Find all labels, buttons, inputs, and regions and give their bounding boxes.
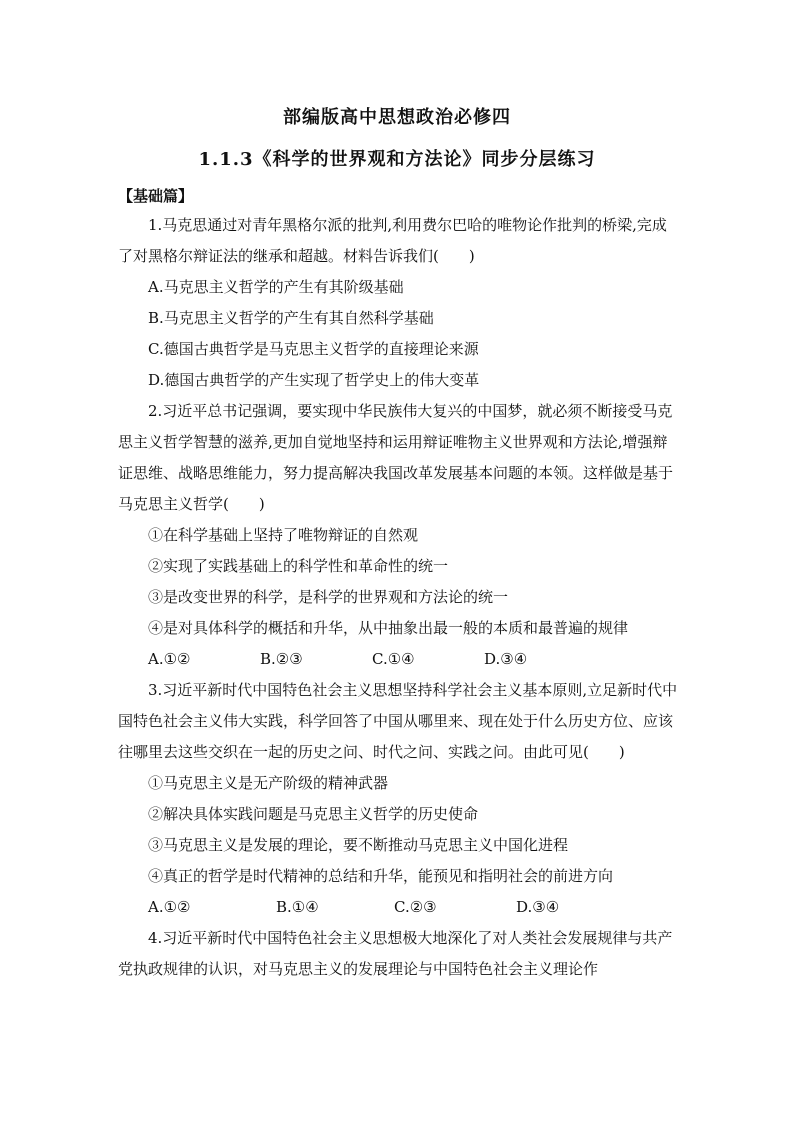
- question-1-option-d: D.德国古典哲学的产生实现了哲学史上的伟大变革: [148, 371, 480, 389]
- question-2-choice-b: B.②③: [260, 650, 303, 668]
- question-2-statement-2: ②实现了实践基础上的科学性和革命性的统一: [148, 557, 449, 575]
- question-1-option-b: B.马克思主义哲学的产生有其自然科学基础: [148, 309, 434, 327]
- question-2-choices: [118, 644, 678, 675]
- question-2-choice-d: D.③④: [484, 650, 528, 668]
- question-2-choice-c: C.①④: [372, 650, 415, 668]
- section-label: 【基础篇】: [118, 187, 194, 205]
- question-3-choice-a: A.①②: [148, 898, 191, 916]
- document-title: 部编版高中思想政治必修四: [283, 107, 511, 128]
- question-3-statement-1: ①马克思主义是无产阶级的精神武器: [148, 774, 389, 792]
- question-1-stem: 1.马克思通过对青年黑格尔派的批判,利用费尔巴哈的唯物论作批判的桥梁,完成了对黑格尔辩证法的继承和超越。材料告诉我们( ): [118, 216, 667, 265]
- question-2-statement-4: ④是对具体科学的概括和升华，从中抽象出最一般的本质和最普遍的规律: [148, 619, 629, 637]
- question-3-statement-2: ②解决具体实践问题是马克思主义哲学的历史使命: [148, 805, 479, 823]
- question-2-statement-1: ①在科学基础上坚持了唯物辩证的自然观: [148, 526, 419, 544]
- document-subtitle: 1.1.3《科学的世界观和方法论》同步分层练习: [198, 149, 596, 170]
- question-3-stem: 3.习近平新时代中国特色社会主义思想坚持科学社会主义基本原则,立足新时代中国特色社会主义伟大实践，科学回答了中国从哪里来、现在处于什么历史方位、应该往哪里去这些交织在一起的历史之问、时代之问、实践之问。由此可见( ): [118, 681, 678, 761]
- question-2-statement-3: ③是改变世界的科学，是科学的世界观和方法论的统一: [148, 588, 509, 606]
- question-2-choice-a: A.①②: [148, 650, 191, 668]
- question-list: [118, 210, 678, 985]
- question-4-stem: 4.习近平新时代中国特色社会主义思想极大地深化了对人类社会发展规律与共产党执政规律的认识，对马克思主义的发展理论与中国特色社会主义理论作: [118, 929, 673, 978]
- question-3-statement-3: ③马克思主义是发展的理论，要不断推动马克思主义中国化进程: [148, 836, 569, 854]
- question-1-option-a: A.马克思主义哲学的产生有其阶级基础: [148, 278, 404, 296]
- question-3-statement-4: ④真正的哲学是时代精神的总结和升华，能预见和指明社会的前进方向: [148, 867, 614, 885]
- question-3-choice-c: C.②③: [394, 898, 437, 916]
- question-3-choice-d: D.③④: [516, 898, 560, 916]
- question-3-choice-b: B.①④: [276, 898, 319, 916]
- question-3-choices: [118, 892, 678, 923]
- question-2-stem: 2.习近平总书记强调，要实现中华民族伟大复兴的中国梦，就必须不断接受马克思主义哲学智慧的滋养,更加自觉地坚持和运用辩证唯物主义世界观和方法论,增强辩证思维、战略思维能力，努力提高解决我国改革发展基本问题的本领。这样做是基于马克思主义哲学( ): [118, 402, 674, 513]
- question-1-option-c: C.德国古典哲学是马克思主义哲学的直接理论来源: [148, 340, 479, 358]
